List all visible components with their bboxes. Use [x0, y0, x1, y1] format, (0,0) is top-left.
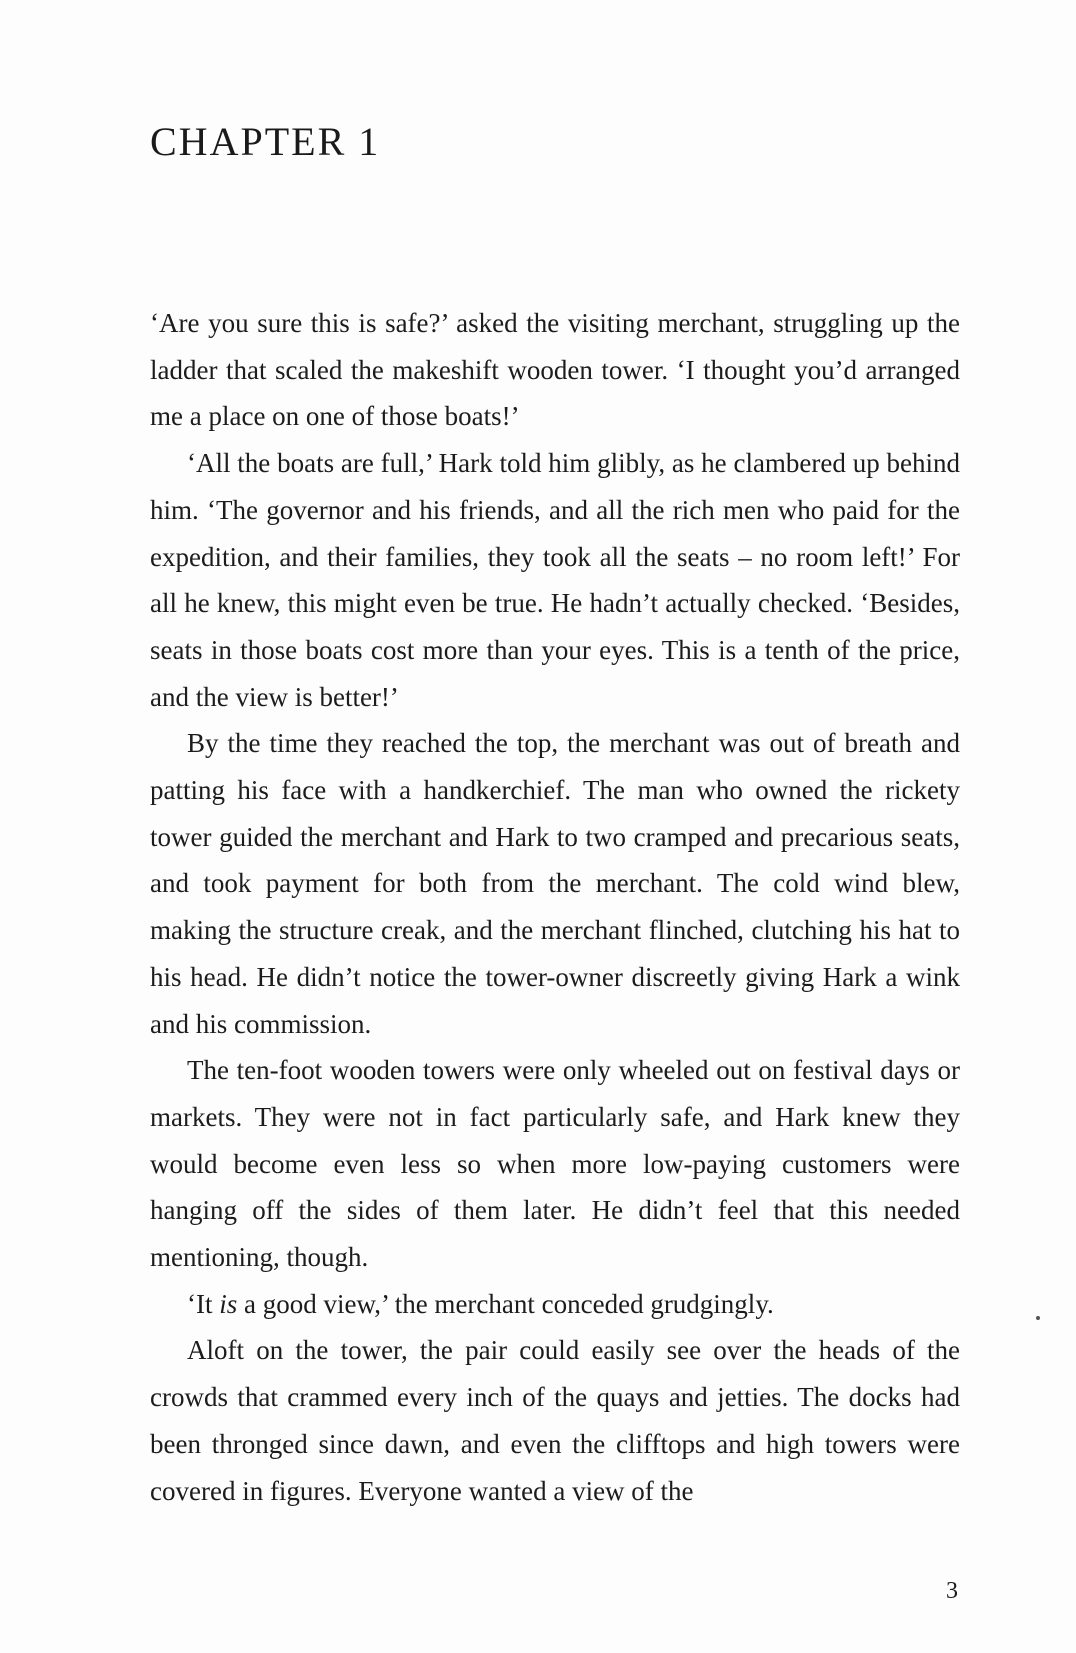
paragraph-text: a good view,’ the merchant conceded grudgingly.: [237, 1288, 774, 1319]
page-number: 3: [946, 1578, 958, 1604]
paragraph: ‘All the boats are full,’ Hark told him glibly, as he clambered up behind him. ‘The governor and his friends, and all the rich men who paid for the expedition, and their families, they took all the seats – no room left!’ For all he knew, this might even be true. He hadn’t actually checked. ‘Besides, seats in those boats cost more than your eyes. This is a tenth of the price, and the view is better!’: [150, 448, 960, 712]
emphasized-word: is: [219, 1288, 238, 1319]
paragraph: [150, 1281, 960, 1328]
paragraph: By the time they reached the top, the merchant was out of breath and patting his face with a handkerchief. The man who owned the rickety tower guided the merchant and Hark to two cramped and precarious seats, and took payment for both from the merchant. The cold wind blew, making the structure creak, and the merchant flinched, clutching his hat to his head. He didn’t notice the tower-owner discreetly giving Hark a wink and his commission.: [150, 728, 960, 1039]
chapter-heading: CHAPTER 1: [150, 119, 381, 164]
paragraph-text: ‘It: [187, 1288, 220, 1319]
chapter-body: [150, 300, 960, 1514]
paragraph: ‘Are you sure this is safe?’ asked the visiting merchant, struggling up the ladder that scaled the makeshift wooden tower. ‘I thought you’d arranged me a place on one of those boats!’: [150, 308, 960, 432]
paragraph: The ten-foot wooden towers were only wheeled out on festival days or markets. They were not in fact particularly safe, and Hark knew they would become even less so when more low-paying customers were hanging off the sides of them later. He didn’t feel that this needed mentioning, though.: [150, 1055, 960, 1273]
paragraph: Aloft on the tower, the pair could easily see over the heads of the crowds that crammed every inch of the quays and jetties. The docks had been thronged since dawn, and even the clifftops and high towers were covered in figures. Everyone wanted a view of the: [150, 1335, 960, 1506]
scan-speck: [1036, 1316, 1040, 1320]
